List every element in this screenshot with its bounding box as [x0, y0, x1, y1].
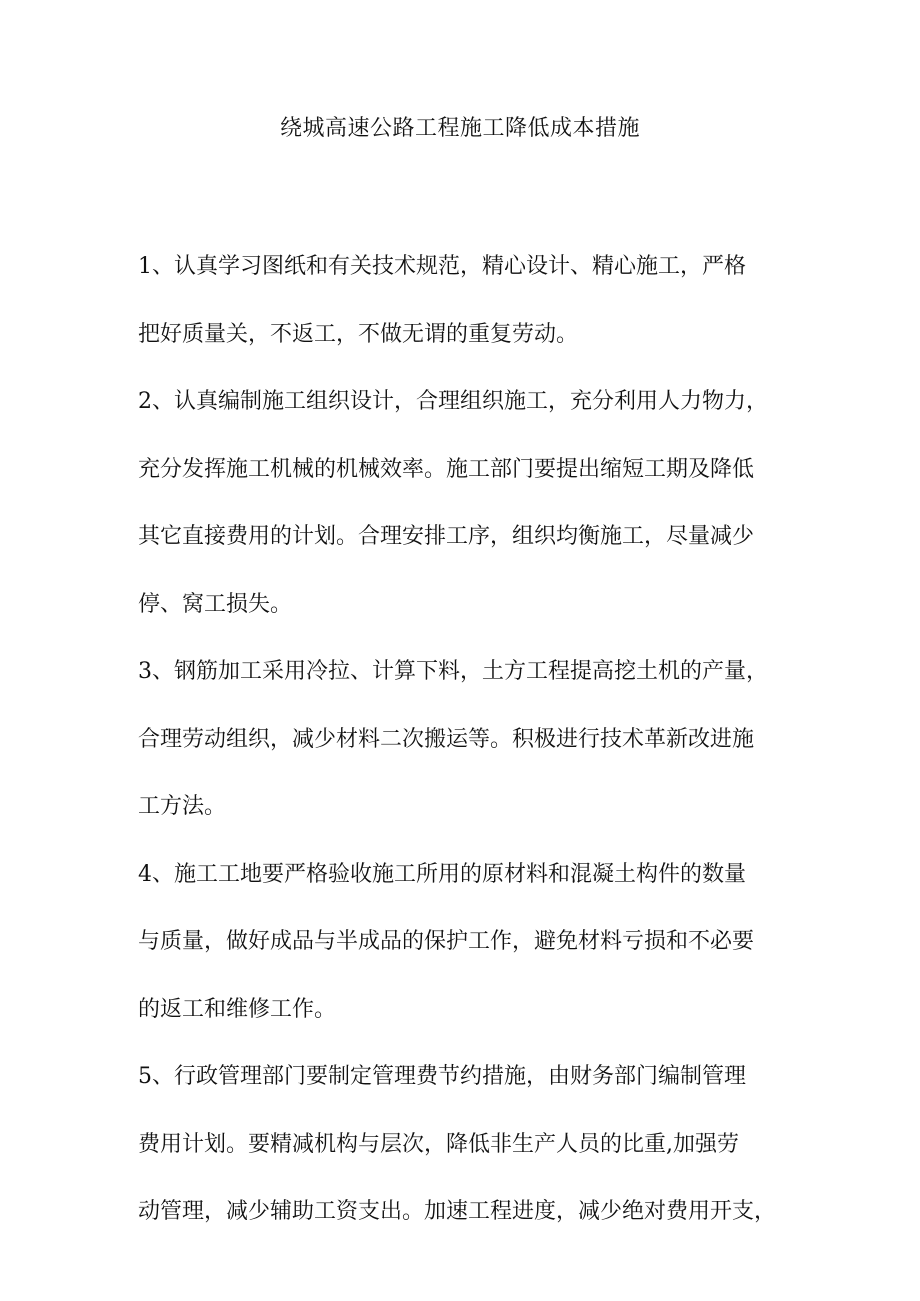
paragraph-line: 2、认真编制施工组织设计，合理组织施工，充分利用人力物力，: [138, 389, 768, 414]
document-title: 绕城高速公路工程施工降低成本措施: [279, 116, 640, 141]
paragraph-line: 与质量，做好成品与半成品的保护工作，避免材料亏损和不必要: [138, 929, 755, 954]
paragraph-line: 5、行政管理部门要制定管理费节约措施，由财务部门编制管理: [138, 1064, 746, 1089]
paragraph-line: 合理劳动组织，减少材料二次搬运等。积极进行技术革新改进施: [138, 726, 755, 752]
paragraph-2: [138, 368, 788, 638]
paragraph-line: 工方法。: [138, 794, 227, 819]
paragraph-line: 把好质量关，不返工，不做无谓的重复劳动。: [138, 321, 579, 347]
paragraph-4: [138, 841, 788, 1044]
document-body: [138, 233, 788, 1246]
paragraph-line: 停、窝工损失。: [138, 591, 293, 617]
paragraph-5: [138, 1043, 788, 1246]
paragraph-line: 充分发挥施工机械的机械效率。施工部门要提出缩短工期及降低: [138, 456, 755, 482]
paragraph-line: 费用计划。要精减机构与层次，降低非生产人员的比重,加强劳: [138, 1131, 739, 1157]
paragraph-line: 的返工和维修工作。: [138, 996, 337, 1022]
paragraph-line: 其它直接费用的计划。合理安排工序，组织均衡施工，尽量减少: [138, 524, 755, 549]
paragraph-line: 3、钢筋加工采用冷拉、计算下料，土方工程提高挖土机的产量，: [138, 659, 768, 684]
paragraph-3: [138, 638, 788, 841]
paragraph-line: 动管理，减少辅助工资支出。加速工程进度，减少绝对费用开支，: [138, 1199, 777, 1224]
paragraph-line: 1、认真学习图纸和有关技术规范，精心设计、精心施工，严格: [138, 254, 746, 279]
paragraph-line: 4、施工工地要严格验收施工所用的原材料和混凝土构件的数量: [138, 861, 746, 887]
paragraph-1: [138, 233, 788, 368]
